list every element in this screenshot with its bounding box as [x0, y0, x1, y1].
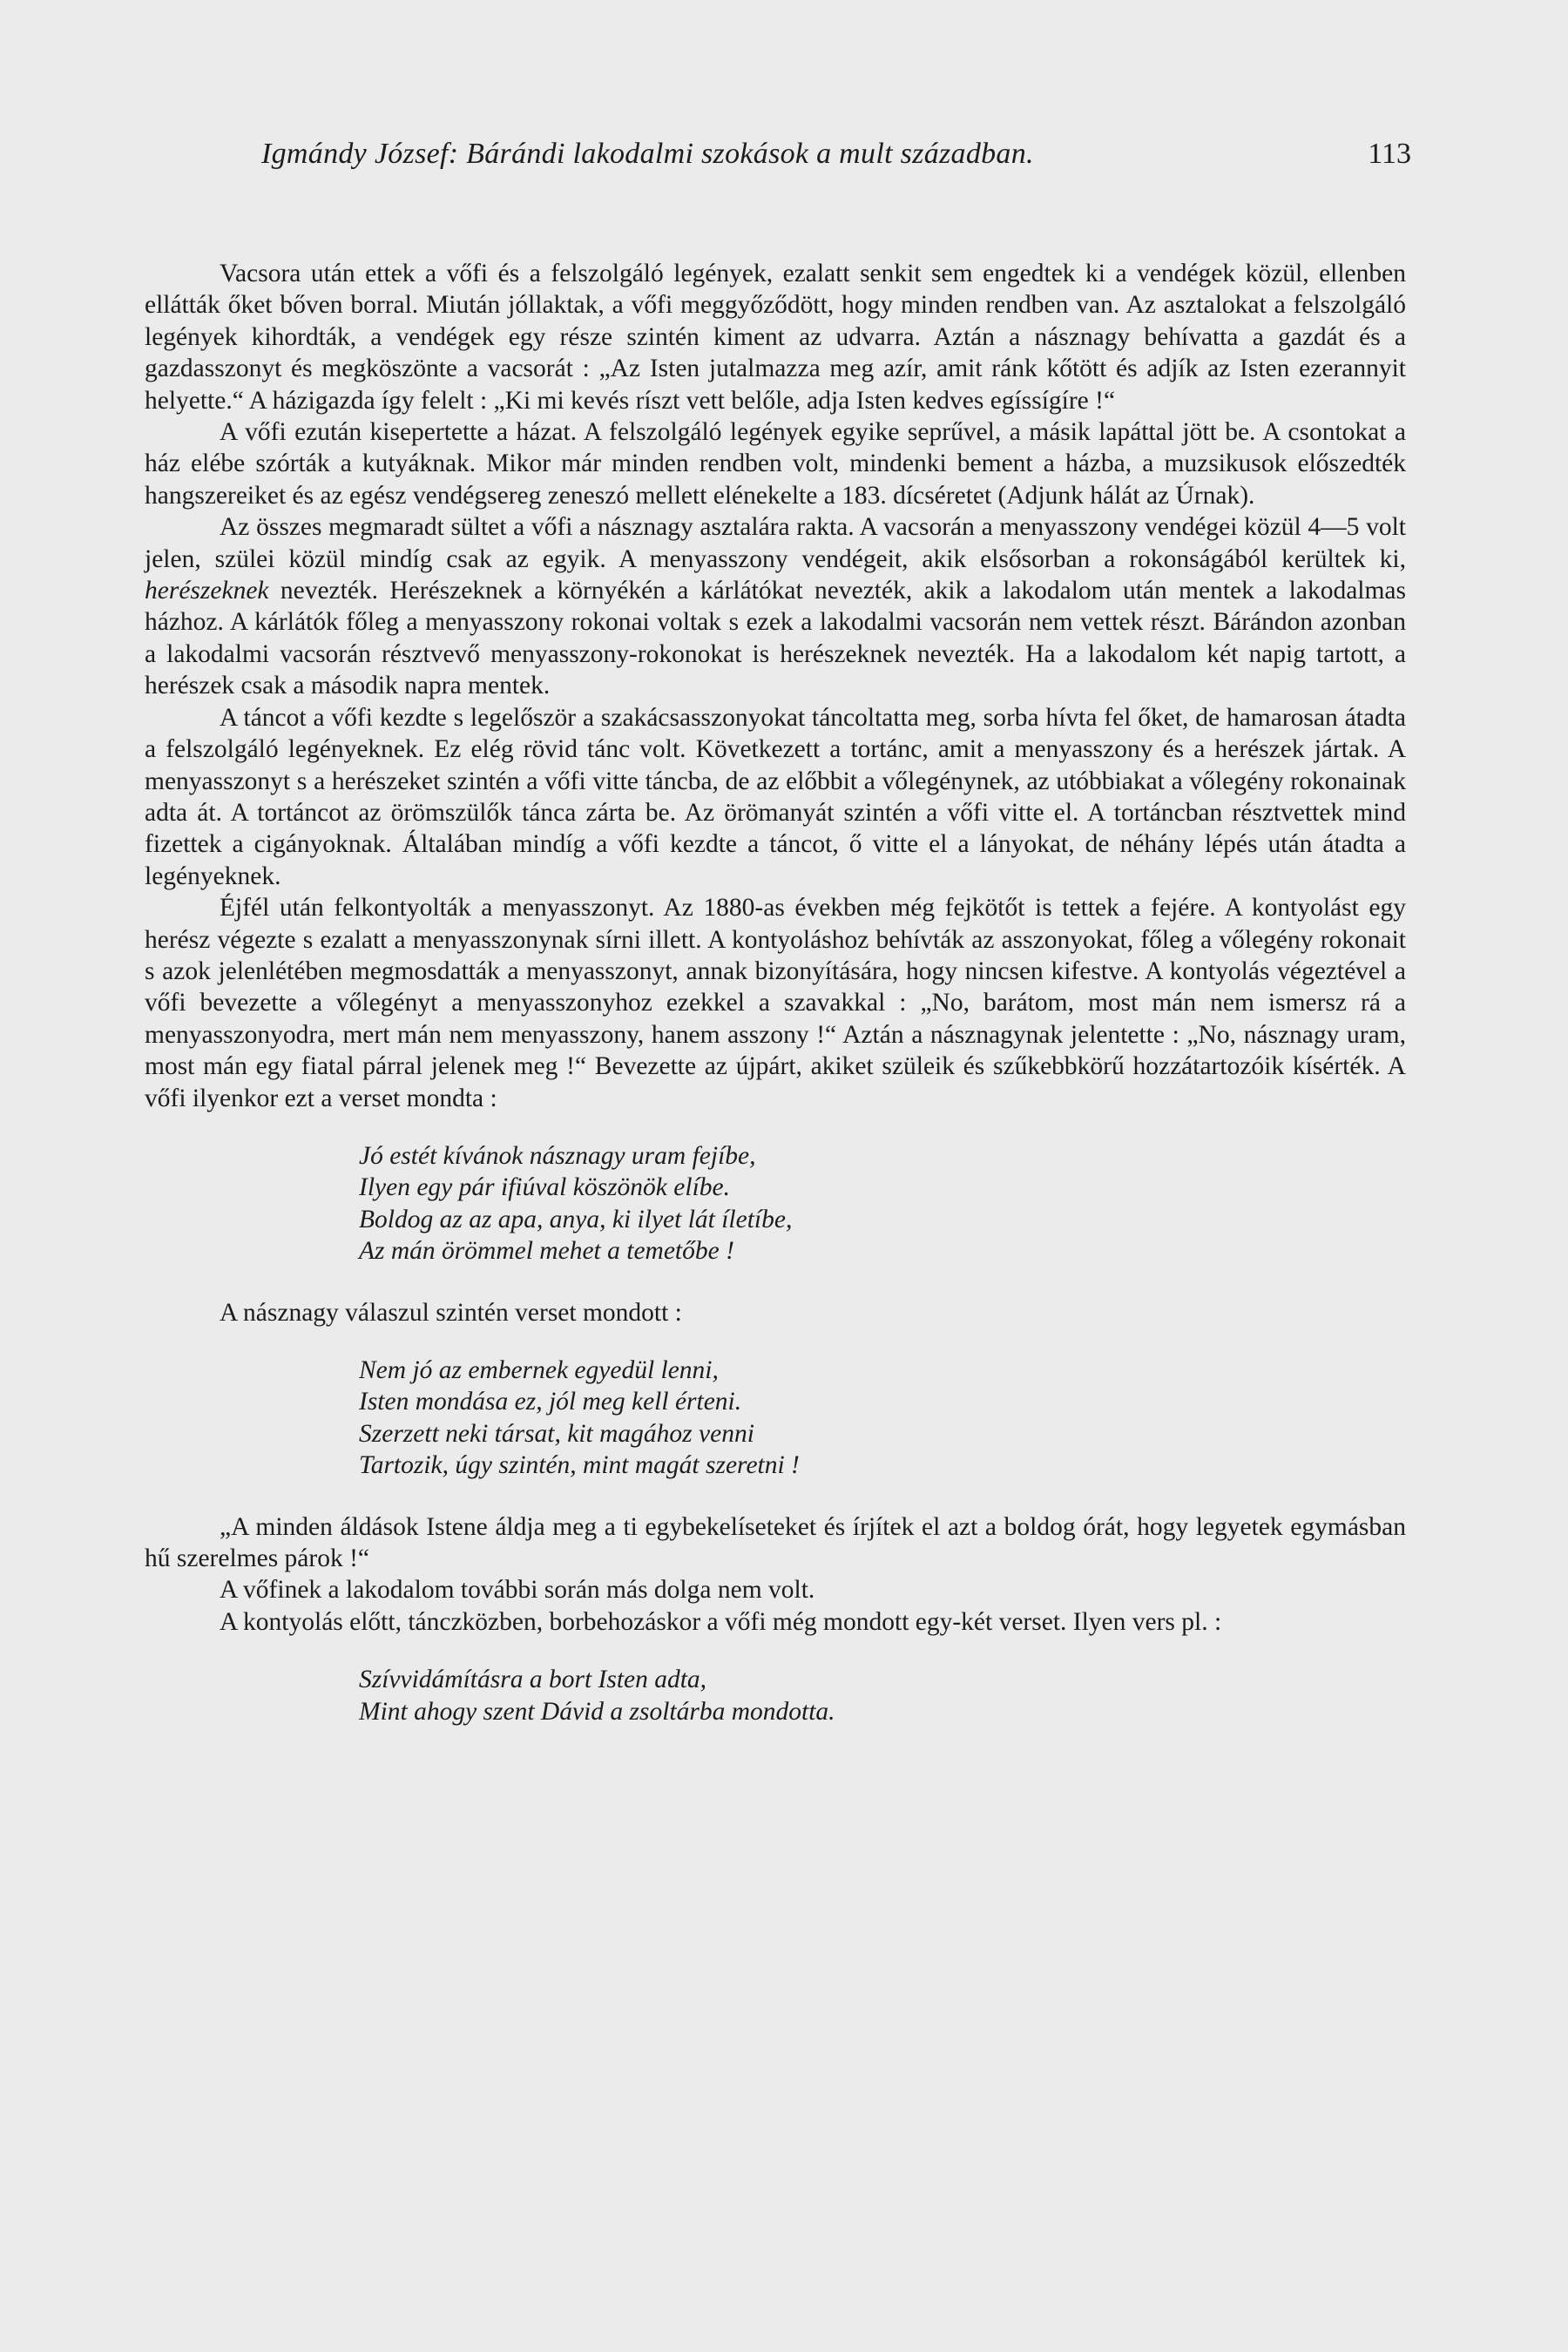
paragraph-8: A vőfinek a lakodalom további során más dolga nem volt.	[220, 1576, 815, 1605]
header-title: Igmándy József: Bárándi lakodalmi szokások a mult században.	[261, 138, 1034, 170]
paragraph-6: A násznagy válaszul szintén verset mondott :	[220, 1298, 682, 1327]
article-body	[145, 258, 1406, 1757]
paragraph-3-text-b: nevezték. Herészeknek a környékén a kárlátókat nevezték, akik a lakodalom után mentek a lakodalmas házhoz. A kárlátók főleg a menyasszony rokonai voltak s ezek a lakodalmi vacsorán nem vettek részt. Bárándon azonban a lakodalmi vacsorán résztvevő menyasszony-rokonokat is herészeknek nevezték. Ha a lakodalom két napig tartott, a herészek csak a második napra mentek.	[145, 577, 1406, 700]
paragraph-9: A kontyolás előtt, tánczközben, borbehozáskor a vőfi még mondott egy-két verset. Ilyen vers pl. :	[220, 1607, 1222, 1636]
poem-1	[359, 1140, 1406, 1267]
poem-line: Boldog az az apa, anya, ki ilyet lát íletíbe,	[359, 1205, 793, 1233]
poem-line: Ilyen egy pár ifiúval köszönök elíbe.	[359, 1173, 730, 1202]
paragraph-5: Éjfél után felkontyolták a menyasszonyt. Az 1880-as években még fejkötőt is tettek a fejére. A kontyolást egy herész végezte s ezalatt a menyasszonynak sírni illett. A kontyoláshoz behívták az asszonyokat, főleg a vőlegény rokonait s azok jelenlétében megmosdatták a menyasszonyt, annak bizonyítására, hogy nincsen kifestve. A kontyolás végeztével a vőfi bevezette a vőlegényt a menyasszonyhoz ezekkel a szavakkal : „No, barátom, most mán nem ismersz rá a menyasszonyodra, mert mán nem menyasszony, hanem asszony !“ Aztán a násznagynak jelentette : „No, násznagy uram, most mán egy fiatal párral jelenek meg !“ Bevezette az újpárt, akiket szüleik és szűkebbkörű hozzátartozóik kísérték. A vőfi ilyenkor ezt a verset mondta :	[145, 894, 1406, 1112]
poem-3	[359, 1664, 1406, 1727]
poem-2	[359, 1355, 1406, 1482]
paragraph-2: A vőfi ezután kisepertette a házat. A felszolgáló legények egyike seprűvel, a másik lapáttal jött be. A csontokat a ház elébe szórták a kutyáknak. Mikor már minden rendben volt, mindenki bement a házba, a muzsikusok előszedték hangszereiket és az egész vendégsereg zeneszó mellett elénekelte a 183. dícséretet (Adjunk hálát az Úrnak).	[145, 418, 1406, 510]
paragraph-4: A táncot a vőfi kezdte s legelőször a szakácsasszonyokat táncoltatta meg, sorba hívta fel őket, de hamarosan átadta a felszolgáló legényeknek. Ez elég rövid tánc volt. Következett a tortánc, amit a menyasszony és a herészek jártak. A menyasszonyt s a herészeket szintén a vőfi vitte táncba, de az előbbit a vőlegénynek, az utóbbiakat a vőlegény rokonainak adta át. A tortáncot az örömszülők tánca zárta be. Az örömanyát szintén a vőfi vitte el. A tortáncban résztvettek mind fizettek a cigányoknak. Általában mindíg a vőfi kezdte a táncot, ő vitte el a lányokat, de néhány lépés után átadta a legényeknek.	[145, 703, 1406, 890]
poem-line: Az mán örömmel mehet a temetőbe !	[359, 1237, 734, 1266]
paragraph-3-italic-term: herészeknek	[145, 577, 269, 605]
poem-line: Mint ahogy szent Dávid a zsoltárba mondotta.	[359, 1697, 835, 1726]
running-header	[261, 132, 1411, 176]
paragraph-3	[145, 511, 1406, 701]
page-number: 113	[1368, 138, 1411, 170]
poem-line: Jó estét kívánok násznagy uram fejíbe,	[359, 1141, 756, 1170]
poem-line: Szívvidámításra a bort Isten adta,	[359, 1666, 707, 1694]
poem-line: Tartozik, úgy szintén, mint magát szeretni !	[359, 1451, 800, 1480]
poem-line: Nem jó az embernek egyedül lenni,	[359, 1356, 719, 1384]
poem-line: Isten mondása ez, jól meg kell érteni.	[359, 1388, 742, 1416]
poem-line: Szerzett neki társat, kit magához venni	[359, 1419, 754, 1448]
paragraph-7: „A minden áldások Istene áldja meg a ti egybekelíseteket és írjítek el azt a boldog órát, hogy legyetek egymásban hű szerelmes párok !“	[145, 1512, 1406, 1573]
paragraph-1: Vacsora után ettek a vőfi és a felszolgáló legények, ezalatt senkit sem engedtek ki a vendégek közül, ellenben ellátták őket bőven borral. Miután jóllaktak, a vőfi meggyőződött, hogy minden rendben van. Az asztalokat a felszolgáló legények kihordták, a vendégek egy része szintén kiment az udvarra. Aztán a násznagy behívatta a gazdát és a gazdasszonyt és megköszönte a vacsorát : „Az Isten jutalmazza meg azír, amit ránk kőtött és adjík az Isten ezerannyit helyette.“ A házigazda így felelt : „Ki mi kevés ríszt vett belőle, adja Isten kedves egíssígíre !“	[145, 260, 1406, 415]
paragraph-3-text-a: Az összes megmaradt sültet a vőfi a násznagy asztalára rakta. A vacsorán a menyasszony vendégei közül 4—5 volt jelen, szülei közül mindíg csak az egyik. A menyasszony vendégeit, akik elsősorban a rokonságából kerültek ki,	[145, 513, 1406, 573]
